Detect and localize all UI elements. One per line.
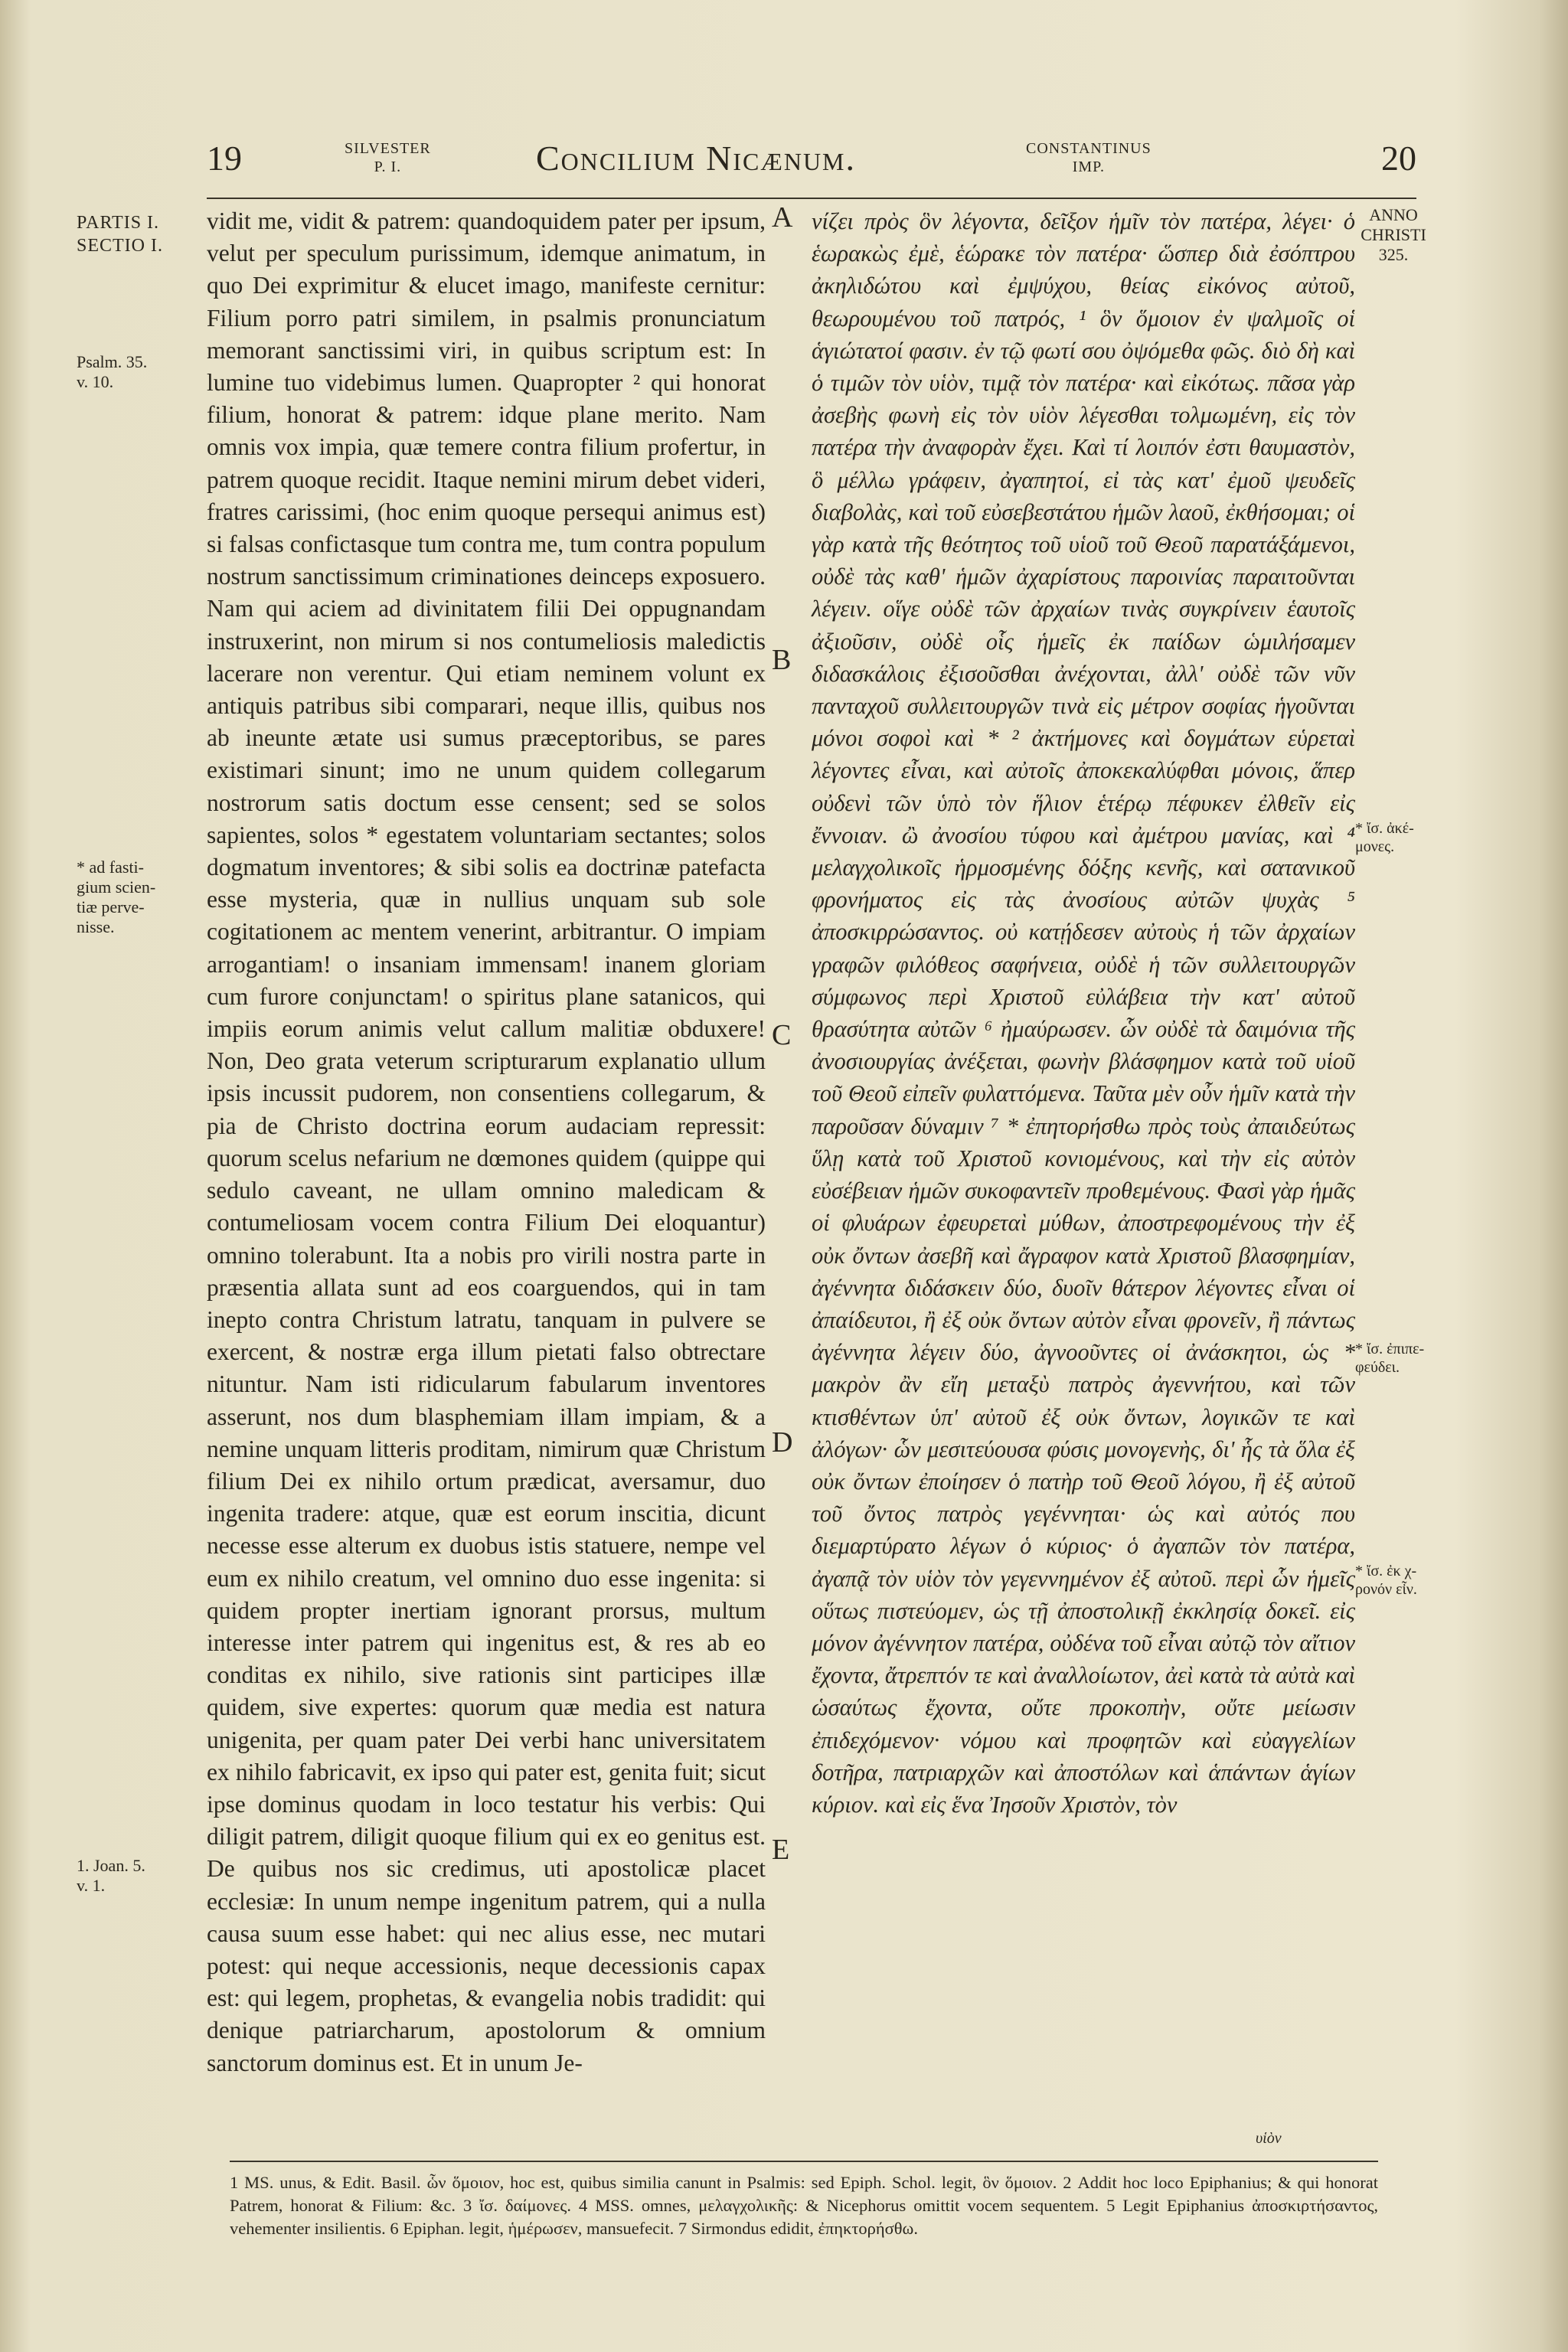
margin-note-fastigium: * ad fasti- gium scien- tiæ perve- nisse. xyxy=(77,858,156,936)
margin-greek-note-3: * ἴσ. ἐκ χ- ρονόν εἶν. xyxy=(1355,1563,1417,1598)
running-head-right: CONSTANTINUS IMP. xyxy=(1026,140,1152,175)
section-letter-b: B xyxy=(772,644,792,676)
page-header xyxy=(207,138,1416,191)
margin-greek-note-1: * ἴσ. ἀκέ- μονες. xyxy=(1355,820,1414,855)
margin-greek-note-2: * ἴσ. ἐπιπε- φεύδει. xyxy=(1355,1341,1425,1376)
margin-anno-christi: ANNO CHRISTI 325. xyxy=(1361,205,1426,264)
section-letter-d: D xyxy=(772,1426,793,1459)
greek-text: νίζει πρὸς ὃν λέγοντα, δεῖξον ἡμῖν τὸν πατέρα, λέγει· ὁ ἑωρακὼς ἐμὲ, ἑώρακε τὸν πατέρα· ὥσπερ διὰ ἐσόπτρου ἀκηλιδώτου καὶ ἐμψύχου, θείας εἰκόνος αὐτοῦ, θεωρουμένου τοῦ πατρός, ¹ ὃν ὅμοιον ἐν ψαλμοῖς οἱ ἁγιώτατοί φασιν. ἐν τῷ φωτί σου ὀψόμεθα φῶς. διὸ δὴ καὶ ὁ τιμῶν τὸν υἱὸν, τιμᾷ τὸν πατέρα· καὶ εἰκότως. πᾶσα γὰρ ἀσεβὴς φωνὴ εἰς τὸν υἱὸν λέγεσθαι τολμωμένη, εἰς τὸν πατέρα τὴν ἀναφορὰν ἔχει. Καὶ τί λοιπόν ἐστι θαυμαστὸν, ὃ μέλλω γράφειν, ἀγαπητοί, εἰ τὰς κατ' ἐμοῦ ψευδεῖς διαβολὰς, καὶ τοῦ εὐσεβεστάτου ἡμῶν λαοῦ, ἐκθήσομαι; οἱ γὰρ κατὰ τῆς θεότητος τοῦ υἱοῦ τοῦ Θεοῦ παρατάξάμενοι, οὐδὲ τὰς καθ' ἡμῶν ἀχαρίστους παροινίας παραιτοῦνται λέγειν. οἵγε οὐδὲ τῶν ἀρχαίων τινὰς συγκρίνειν ἑαυτοῖς ἀξιοῦσιν, οὐδὲ οἷς ἡμεῖς ἐκ παίδων ὡμιλήσαμεν διδασκάλοις ἐξισοῦσθαι ἀνέχονται, ἀλλ' οὐδὲ τῶν νῦν πανταχοῦ συλλειτουργῶν τινὰ εἰς μέτρον σοφίας ἡγοῦνται μόνοι σοφοὶ καὶ * ² ἀκτήμονες καὶ δογμάτων εὑρεταὶ λέγοντες εἶναι, καὶ αὐτοῖς ἀποκεκαλύφθαι μόνοις, ἅπερ οὐδενὶ τῶν ὑπὸ τὸν ἥλιον ἑτέρῳ πέφυκεν ἐλθεῖν εἰς ἔννοιαν. ὢ ἀνοσίου τύφου καὶ ἀμέτρου μανίας, καὶ ⁴ μελαγχολικοῖς ἡρμοσμένης δόξης κενῆς, καὶ σατανικοῦ φρονήματος εἰς τὰς ἀνοσίους αὐτῶν ψυχὰς ⁵ ἀποσκιρρώσαντος. οὐ κατῄδεσεν αὐτοὺς ἡ τῶν ἀρχαίων γραφῶν φιλόθεος σαφήνεια, οὐδὲ ἡ τῶν συλλειτουργῶν σύμφωνος περὶ Χριστοῦ εὐλάβεια τὴν κατ' αὐτοῦ θρασύτητα αὐτῶν ⁶ ἠμαύρωσεν. ὧν οὐδὲ τὰ δαιμόνια τῆς ἀνοσιουργίας ἀνέξεται, φωνὴν βλάσφημον κατὰ τοῦ υἱοῦ τοῦ Θεοῦ εἰπεῖν φυλαττόμενα. Ταῦτα μὲν οὖν ἡμῖν κατὰ τὴν παροῦσαν δύναμιν ⁷ * ἐπητορήσθω πρὸς τοὺς ἀπαιδεύτως ὕλῃ κατὰ τοῦ Χριστοῦ κονιομένους, καὶ τὴν εἰς αὐτὸν εὐσέβειαν ἡμῶν συκοφαντεῖν προθεμένους. Φασὶ γὰρ ἡμᾶς οἱ φλυάρων ἐφευρεταὶ μύθων, ἀποστρεφομένους τὴν ἐξ οὐκ ὄντων ἀσεβῆ καὶ ἄγραφον κατὰ Χριστοῦ βλασφημίαν, ἀγέννητα διδάσκειν δύο, δυοῖν θάτερον λέγοντες εἶναι οἱ ἀπαίδευτοι, ἢ ἐξ οὐκ ὄντων αὐτὸν εἶναι φρονεῖν, ἢ πάντως ἀγέννητα λέγειν δύο, ἀγνοοῦντες οἱ ἀνάσκητοι, ὡς * μακρὸν ἂν εἴη μεταξὺ πατρὸς ἀγεννήτου, καὶ τῶν κτισθέντων ὑπ' αὐτοῦ ἐξ οὐκ ὄντων, λογικῶν τε καὶ ἀλόγων· ὧν μεσιτεύουσα φύσις μονογενὴς, δι' ἧς τὰ ὅλα ἐξ οὐκ ὄντων ἐποίησεν ὁ πατὴρ τοῦ Θεοῦ λόγου, ἢ ἐξ αὐτοῦ τοῦ ὄντος πατρὸς γεγέννηται· ὡς καὶ αὐτός που διεμαρτύρατο λέγων ὁ κύριος· ὁ ἀγαπῶν τὸν πατέρα, ἀγαπᾷ τὸν υἱὸν τὸν γεγεννημένον ἐξ αὐτοῦ. περὶ ὧν ἡμεῖς οὕτως πιστεύομεν, ὡς τῇ ἀποστολικῇ ἐκκλησίᾳ δοκεῖ. εἰς μόνον ἀγέννητον πατέρα, οὐδένα τοῦ εἶναι αὐτῷ τὸν αἴτιον ἔχοντα, ἄτρεπτόν τε καὶ ἀναλλοίωτον, ἀεὶ κατὰ τὰ αὐτὰ καὶ ὡσαύτως ἔχοντα, οὔτε προκοπὴν, οὔτε μείωσιν ἐπιδεχόμενον· νόμου καὶ προφητῶν καὶ εὐαγγελίων δοτῆρα, πατριαρχῶν καὶ ἀποστόλων καὶ ἁπάντων ἁγίων κύριον. καὶ εἰς ἕνα Ἰησοῦν Χριστὸν, τὸν xyxy=(812,208,1355,1818)
catchword: υἱὸν xyxy=(1256,2130,1282,2147)
section-letter-c: C xyxy=(772,1019,792,1051)
page-title: Concilium Nicænum. xyxy=(536,139,857,178)
section-letter-e: E xyxy=(772,1834,790,1866)
greek-column xyxy=(812,205,1355,1821)
page-number-left: 19 xyxy=(207,139,242,178)
margin-psalm-reference: Psalm. 35. v. 10. xyxy=(77,352,148,391)
running-head-left: SILVESTER P. I. xyxy=(345,140,431,175)
header-rule xyxy=(207,198,1416,199)
footnote-text: 1 MS. unus, & Edit. Basil. ὧν ὅμοιον, hoc est, quibus similia canunt in Psalmis: sed Epiph. Schol. legit, ὃν ὅμοιον. 2 Addit hoc loco Epiphanius; & qui honorat Patrem, honorat & Filium: &c. 3 ἴσ. δαίμονες. 4 MSS. omnes, μελαγχολικῆς: & Nicephorus omittit vocem sequentem. 5 Legit Epiphanius ἀποσκιρτήσαντος, vehementer insilientis. 6 Epiphan. legit, ἡμέρωσεν, mansuefecit. 7 Sirmondus edidit, ἐπηκτορήσθω. xyxy=(230,2173,1378,2238)
footnotes xyxy=(230,2171,1378,2240)
latin-column xyxy=(207,205,766,2079)
footnote-rule xyxy=(230,2161,1378,2162)
section-letter-a: A xyxy=(772,201,793,234)
latin-text: vidit me, vidit & patrem: quandoquidem pater per ipsum, velut per speculum purissimum, idemque animatum, in quo Dei exprimitur & elucet imago, manifeste cernitur: Filium porro patri similem, in psalmis pronunciatum memorant sanctissimi viri, in quibus scriptum est: In lumine tuo videbimus lumen. Quapropter ² qui honorat filium, honorat & patrem: idque plane merito. Nam omnis vox impia, quæ temere contra filium profertur, in patrem quoque recidit. Itaque nemini mirum debet videri, fratres carissimi, (hoc enim quoque persequi animus est) si falsas confictasque tum contra me, tum contra populum nostrum sanctissimum criminationes deinceps exposuero. Nam qui aciem ad divinitatem filii Dei oppugnandam instruxerint, non mirum si nos contumeliosis maledictis lacerare non verentur. Qui etiam neminem volunt ex antiquis patribus sibi comparari, neque illis, quibus nos ab ineunte ætate usi sumus præceptoribus, se pares existimari sinunt; imo ne unum quidem collegarum nostrorum satis doctum esse censent; sed se solos sapientes, solos * egestatem voluntariam sectantes; solos dogmatum inventores; & sibi solis ea doctrinæ patefacta esse mysteria, quæ in nullius unquam sub sole cogitationem ac mentem venerint, arbitrantur. O impiam arrogantiam! o insaniam immensam! inanem gloriam cum furore conjunctam! o spiritus plane satanicos, qui impiis eorum animis velut callum malitiæ obduxere! Non, Deo grata veterum scripturarum explanatio ullum ipsis incussit pudorem, non consentiens collegarum, & pia de Christo doctrina eorum audaciam repressit: quorum scelus nefarium ne dœmones quidem (quippe qui sedulo caveant, ne ullam omnino maledicam & contumeliosam vocem contra Filium Dei eloquantur) omnino tolerabunt. Ita a nobis pro virili nostra parte in præsentia allata sunt ad eos coarguendos, qui in tam inepto contra Christum latratu, tanquam in pulvere se exercent, & nostræ erga illum pietati falso obtrectare nituntur. Nam isti ridicularum fabularum inventores asserunt, nos dum blasphemiam illam impiam, & a nemine unquam litteris proditam, nimirum quæ Christum filium Dei ex nihilo ortum prædicat, aversamur, duo ingenita tradere: atque, quæ est eorum inscitia, dicunt necesse esse alterum ex duobus istis statuere, nempe vel eum ex nihilo creatum, vel omnino duo esse ingenita: si quidem propter inertiam ignorant prorsus, multum interesse inter patrem qui ingenitus est, & res ab eo conditas ex nihilo, sive rationis sint participes illæ quidem, sive expertes: quorum quæ media est natura unigenita, per quam pater Dei verbi hanc universitatem ex nihilo fabricavit, ex ipso qui pater est, genita fuit; sicut ipse dominus quodam in loco testatur his verbis: Qui diligit patrem, diligit quoque filium qui ex eo genitus est. De quibus nos sic credimus, uti apostolicæ placet ecclesiæ: In unum nempe ingenitum patrem, qui a nulla causa suum esse habet: qui nec alius esse, nec mutari potest: qui neque accessionis, neque decessionis capax est: qui legem, prophetas, & evangelia nobis tradidit: qui denique patriarcharum, apostolorum & omnium sanctorum dominus est. Et in unum Je- xyxy=(207,207,766,2076)
page-number-right: 20 xyxy=(1381,139,1416,178)
margin-john-reference: 1. Joan. 5. v. 1. xyxy=(77,1856,145,1895)
margin-section-label: PARTIS I. SECTIO I. xyxy=(77,213,163,256)
